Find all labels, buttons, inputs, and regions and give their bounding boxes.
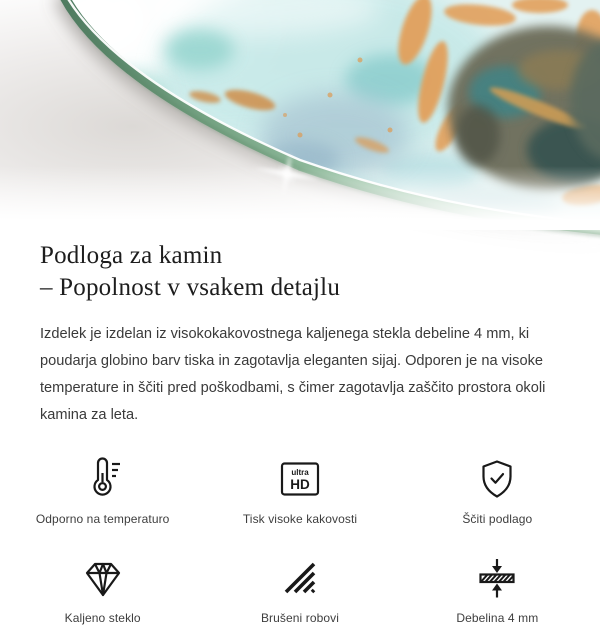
feature-label: Debelina 4 mm [456, 611, 539, 625]
feature-thickness [399, 552, 596, 625]
product-description: Izdelek je izdelan iz visokokakovostnega kaljenega stekla debeline 4 mm, ki poudarja globino barv tiska in zagotavlja eleganten sijaj. Odporen je na visoke temperature in ščiti pred poškodbami, s čimer zagotavlja zaščito prostora okoli kamina za leta. [40, 326, 546, 423]
feature-label: Brušeni robovi [260, 611, 340, 625]
svg-text:ultra: ultra [291, 468, 309, 477]
feature-label: Ščiti podlago [462, 512, 533, 526]
feature-tempered-glass [4, 552, 201, 625]
feature-protection [399, 453, 596, 526]
ultra-hd-icon [277, 457, 323, 501]
feature-temperature [4, 453, 201, 526]
thickness-arrows-icon [475, 556, 519, 600]
shield-check-icon [475, 457, 519, 501]
page-title-line1: Podloga za kamin [40, 242, 223, 269]
features-grid [4, 453, 596, 625]
feature-print-quality [201, 453, 398, 526]
page-title-line2: – Popolnost v vsakem detajlu [40, 274, 341, 301]
feature-label: Kaljeno steklo [64, 611, 141, 625]
svg-text:HD: HD [290, 477, 310, 492]
glass-pad-image [0, 0, 600, 230]
brushed-edges-icon [278, 556, 322, 600]
diamond-icon [80, 558, 126, 600]
page-title [40, 240, 560, 304]
feature-label: Tisk visoke kakovosti [242, 512, 358, 526]
feature-polished-edges [201, 552, 398, 625]
thermometer-icon [83, 455, 123, 501]
hero-bottom-fade [0, 166, 600, 230]
feature-label: Odporno na temperaturo [35, 512, 170, 526]
hero-product-image [0, 0, 600, 230]
